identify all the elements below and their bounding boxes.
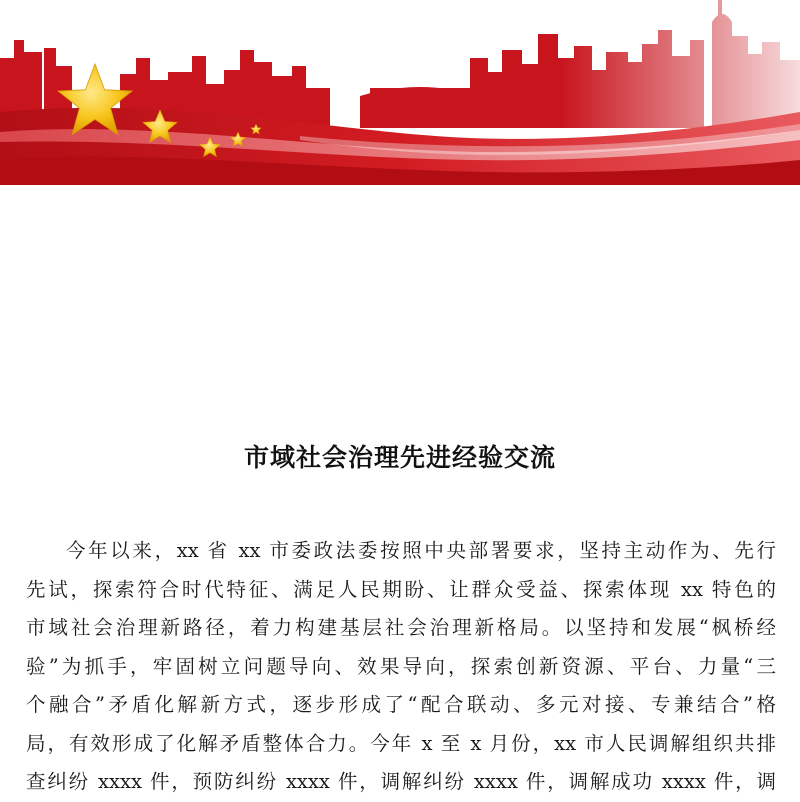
body-text-line: 今年以来，xx 省 xx 市委政法委按照中央部署要求，坚持主动作为、先行	[66, 539, 776, 562]
body-text-line: 先试，探索符合时代特征、满足人民期盼、让群众受益、探索体现 xx 特色的	[26, 577, 776, 601]
body-text-line: 个融合”矛盾化解新方式，逐步形成了“配合联动、多元对接、专兼结合”格	[26, 693, 776, 716]
document-title: 市域社会治理先进经验交流	[243, 443, 556, 472]
header-banner	[0, 0, 800, 185]
document-body	[26, 532, 776, 802]
body-text-line: 验”为抓手，牢固树立问题导向、效果导向，探索创新资源、平台、力量“三	[26, 654, 776, 678]
banner-artwork	[0, 0, 800, 185]
body-text-line: 局，有效形成了化解矛盾整体合力。今年 x 至 x 月份，xx 市人民调解组织共排	[26, 731, 776, 755]
body-text-line: 查纠纷 xxxx 件，预防纠纷 xxxx 件，调解纠纷 xxxx 件，调解成功 xxxx 件，调	[26, 770, 776, 793]
body-text-line: 市域社会治理新路径，着力构建基层社会治理新格局。以坚持和发展“枫桥经	[26, 616, 776, 639]
